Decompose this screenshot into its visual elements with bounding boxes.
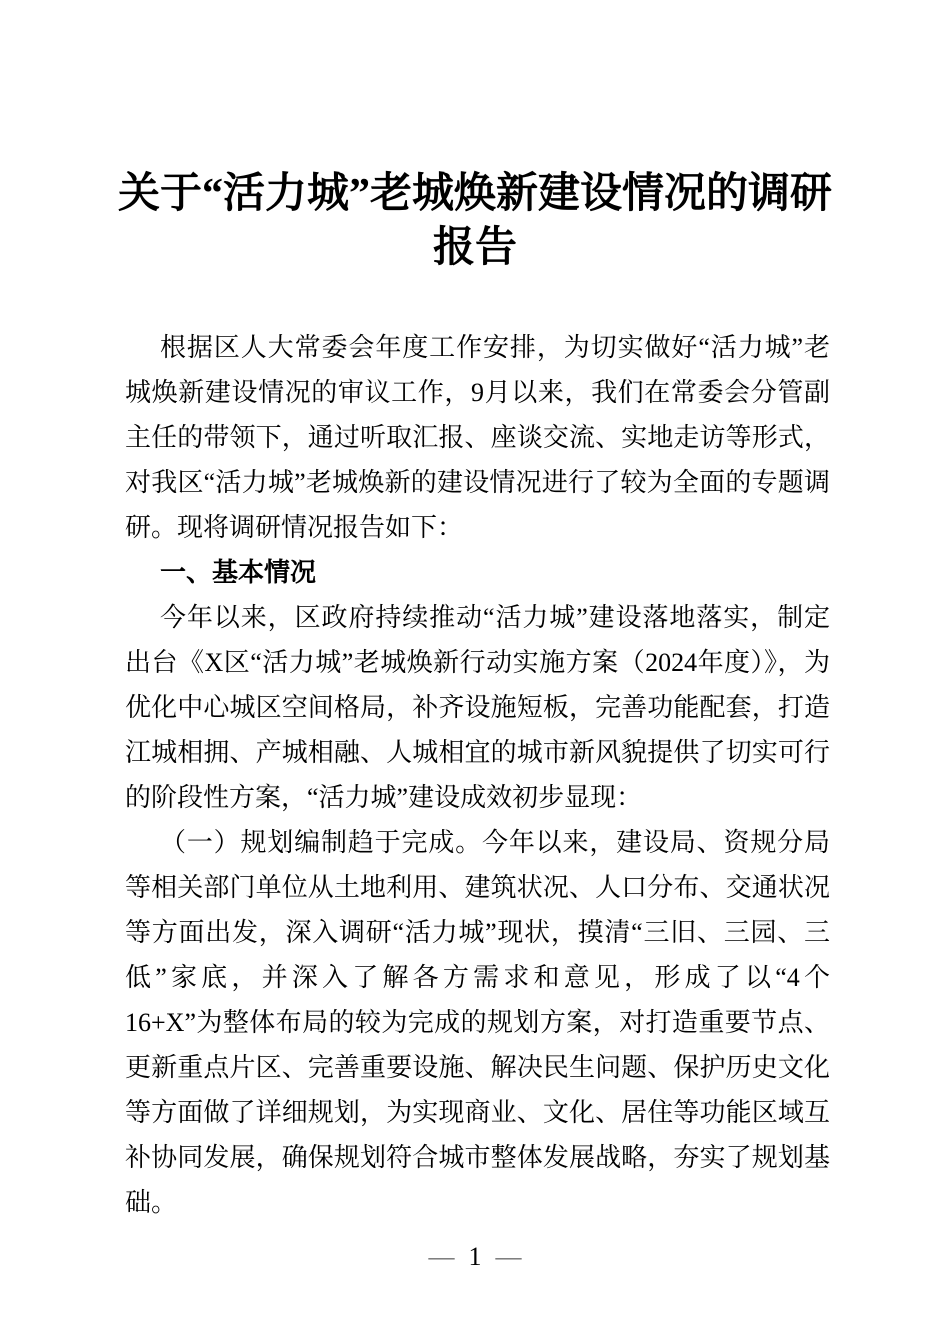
paragraph-overview: 今年以来，区政府持续推动“活力城”建设落地落实，制定出台《X区“活力城”老城焕新行动实施方案（2024年度）》，为优化中心城区空间格局，补齐设施短板，完善功能配套，打造江城相拥、产城相融、人城相宜的城市新风貌提供了切实可行的阶段性方案，“活力城”建设成效初步显现：	[125, 603, 830, 812]
footer-dash-left: —	[428, 1242, 455, 1271]
paragraph-intro: 根据区人大常委会年度工作安排，为切实做好“活力城”老城焕新建设情况的审议工作，9月以来，我们在常委会分管副主任的带领下，通过听取汇报、座谈交流、实地走访等形式，对我区“活力城”老城焕新的建设情况进行了较为全面的专题调研。现将调研情况报告如下：	[125, 333, 830, 542]
paragraph-planning: （一）规划编制趋于完成。今年以来，建设局、资规分局等相关部门单位从土地利用、建筑状况、人口分布、交通状况等方面出发，深入调研“活力城”现状，摸清“三旧、三园、三低”家底，并深入了解各方需求和意见，形成了以“4个16+X”为整体布局的较为完成的规划方案，对打造重要节点、更新重点片区、完善重要设施、解决民生问题、保护历史文化等方面做了详细规划，为实现商业、文化、居住等功能区域互补协同发展，确保规划符合城市整体发展战略，夯实了规划基础。	[125, 828, 830, 1217]
page-footer	[0, 1242, 950, 1272]
document-body	[125, 325, 830, 1225]
page-number: 1	[468, 1242, 482, 1271]
footer-dash-right: —	[495, 1242, 522, 1271]
section-heading-basic-situation: 一、基本情况	[160, 557, 317, 587]
document-title: 关于“活力城”老城焕新建设情况的调研报告	[117, 171, 832, 271]
